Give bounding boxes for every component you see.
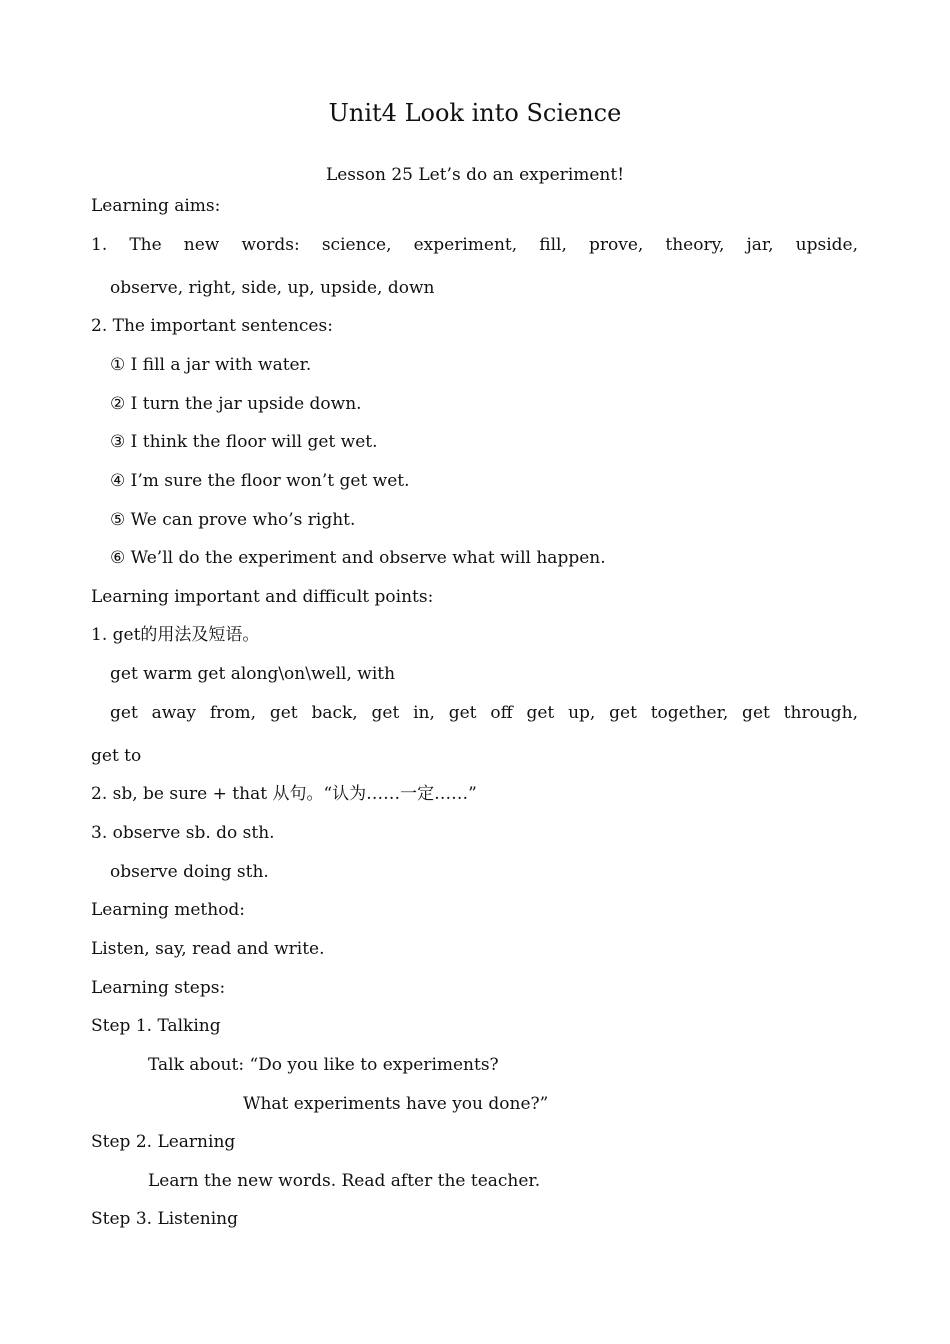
step-1-talk: Talk about: “Do you like to experiments? [148, 1055, 499, 1075]
step-3: Step 3. Listening [91, 1209, 239, 1229]
aims-item-2: 2. The important sentences: [91, 316, 333, 336]
method-heading: Learning method: [91, 900, 246, 920]
method-text: Listen, say, read and write. [91, 939, 325, 959]
step-1-talk-continued: What experiments have you done?” [243, 1094, 549, 1114]
step-1: Step 1. Talking [91, 1016, 221, 1036]
aims-item-1-continued: observe, right, side, up, upside, down [110, 278, 435, 298]
sentence-3: ③ I think the floor will get wet. [110, 432, 378, 452]
point-1-phrases-a: get warm get along\on\well, with [110, 664, 396, 684]
aims-item-1: 1. The new words: science, experiment, fill, prove, theory, jar, upside, [91, 235, 858, 255]
point-2: 2. sb, be sure + that 从句。“认为……一定……” [91, 784, 477, 804]
lesson-subtitle: Lesson 25 Let’s do an experiment! [325, 165, 625, 185]
point-1-phrases-b: get away from, get back, get in, get off get up, get together, get through, [110, 703, 858, 723]
steps-heading: Learning steps: [91, 978, 226, 998]
point-1: 1. get的用法及短语。 [91, 625, 260, 645]
point-3-phrase: observe doing sth. [110, 862, 269, 882]
sentence-1: ① I fill a jar with water. [110, 355, 312, 375]
step-2-text: Learn the new words. Read after the teacher. [148, 1171, 541, 1191]
aims-heading: Learning aims: [91, 196, 221, 216]
points-heading: Learning important and difficult points: [91, 587, 434, 607]
sentence-6: ⑥ We’ll do the experiment and observe what will happen. [110, 548, 606, 568]
point-3: 3. observe sb. do sth. [91, 823, 275, 843]
step-2: Step 2. Learning [91, 1132, 236, 1152]
point-1-phrases-c: get to [91, 746, 142, 766]
sentence-4: ④ I’m sure the floor won’t get wet. [110, 471, 410, 491]
sentence-2: ② I turn the jar upside down. [110, 394, 362, 414]
sentence-5: ⑤ We can prove who’s right. [110, 510, 356, 530]
document-title: Unit4 Look into Science [328, 99, 622, 127]
